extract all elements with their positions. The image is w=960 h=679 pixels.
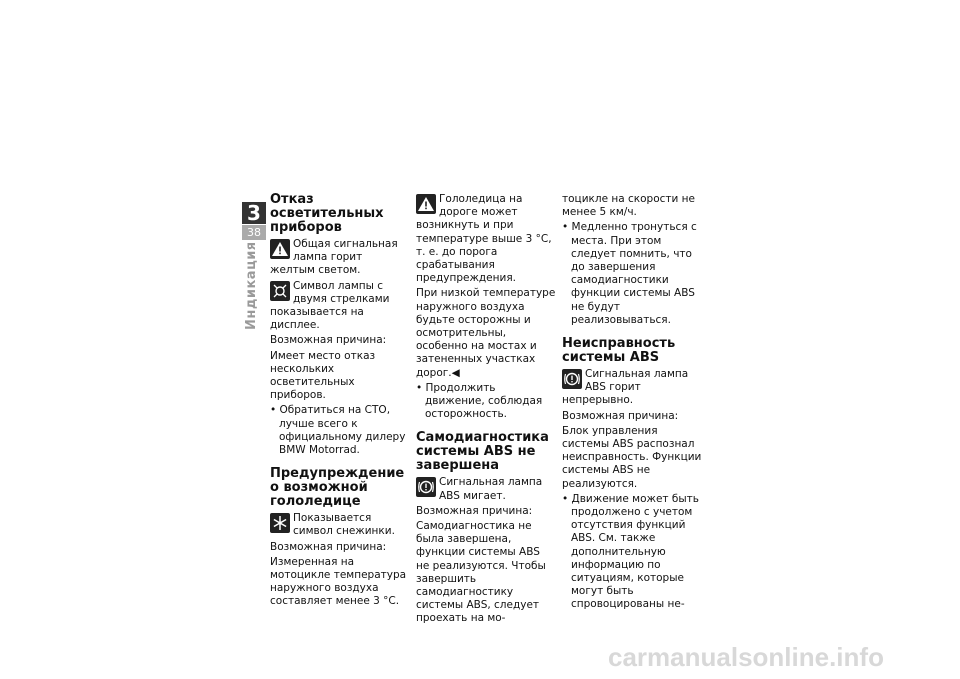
low-temp-caution-text: При низкой температуре наружного воздуха будьте осторожны и осмотрительны, особенно на мостах и затененных участках дорог.◀ bbox=[416, 287, 556, 379]
abs-steady-text: Сигнальная лампа ABS горит непрерывно. bbox=[562, 368, 689, 407]
heading-lighting-failure: Отказ осветительных приборов bbox=[270, 192, 384, 235]
abs-fault-text: Блок управления системы ABS распознал неисправность. Функции системы ABS не реализуются. bbox=[562, 424, 702, 490]
general-warning-text: Общая сигнальная лампа горит желтым светом. bbox=[270, 238, 398, 277]
warning-icon bbox=[270, 239, 290, 259]
chapter-number: 3 bbox=[242, 202, 266, 224]
heading-ice-warning: Предупреждение о возможной гололедице bbox=[270, 466, 405, 510]
column-3 bbox=[562, 193, 702, 614]
ice-caution-row bbox=[416, 193, 556, 285]
chapter-side-label: Индикация bbox=[244, 241, 259, 330]
possible-cause-label-3: Возможная причина: bbox=[416, 504, 533, 517]
drive-off-bullet: • Медленно тронуться с места. При этом следует помнить, что до завершения самодиагностики функции системы ABS не будут реализовываться. bbox=[562, 221, 697, 326]
continue-bullet: • Продолжить движение, соблюдая осторожность. bbox=[416, 381, 543, 421]
watermark: carmanualsonline.info bbox=[608, 642, 884, 672]
possible-cause-label-2: Возможная причина: bbox=[270, 540, 387, 553]
possible-cause-label-4: Возможная причина: bbox=[562, 409, 679, 422]
abs-flash-row bbox=[416, 476, 556, 502]
column-1 bbox=[270, 193, 410, 611]
possible-cause-label: Возможная причина: bbox=[270, 334, 387, 347]
column-2 bbox=[416, 193, 556, 628]
selftest-text: Самодиагностика не была завершена, функции системы ABS не реализуются. Чтобы завершить самодиагностику системы ABS, следует проехать на мо- bbox=[416, 520, 546, 625]
heading-abs-selftest: Самодиагностика системы ABS не завершена bbox=[416, 430, 549, 474]
snowflake-text: Показывается символ снежинки. bbox=[293, 512, 395, 538]
speed-text: тоцикле на скорости не менее 5 км/ч. bbox=[562, 193, 696, 219]
abs-icon bbox=[416, 477, 436, 497]
ice-caution-text: Гололедица на дороге может возникнуть и при температуре выше 3 °C, т. е. до порога срабатывания предупреждения. bbox=[416, 193, 552, 285]
continue-without-abs-bullet: • Движение может быть продолжено с учетом отсутствия функций ABS. См. также дополнительную информацию по ситуациям, которые могут быть спровоцированы не- bbox=[562, 492, 699, 611]
general-warning-row bbox=[270, 238, 410, 278]
page-number: 38 bbox=[242, 225, 266, 240]
lamp-symbol-text: Символ лампы с двумя стрелками показывается на дисплее. bbox=[270, 279, 390, 332]
snowflake-icon bbox=[270, 513, 290, 533]
lamp-symbol-row bbox=[270, 280, 410, 333]
abs-flash-text: Сигнальная лампа ABS мигает. bbox=[439, 476, 543, 502]
lamp-arrows-icon bbox=[270, 281, 290, 301]
warning-icon bbox=[416, 194, 436, 214]
abs-icon bbox=[562, 369, 582, 389]
temperature-text: Измеренная на мотоцикле температура наружного воздуха составляет менее 3 °C. bbox=[270, 555, 407, 608]
action-bullet: • Обратиться на СТО, лучше всего к официальному дилеру BMW Motorrad. bbox=[270, 404, 406, 457]
heading-abs-fault: Неисправность системы ABS bbox=[562, 336, 676, 366]
snowflake-row bbox=[270, 512, 410, 538]
abs-steady-row bbox=[562, 368, 702, 408]
possible-cause-text: Имеет место отказ нескольких осветительных приборов. bbox=[270, 349, 376, 402]
